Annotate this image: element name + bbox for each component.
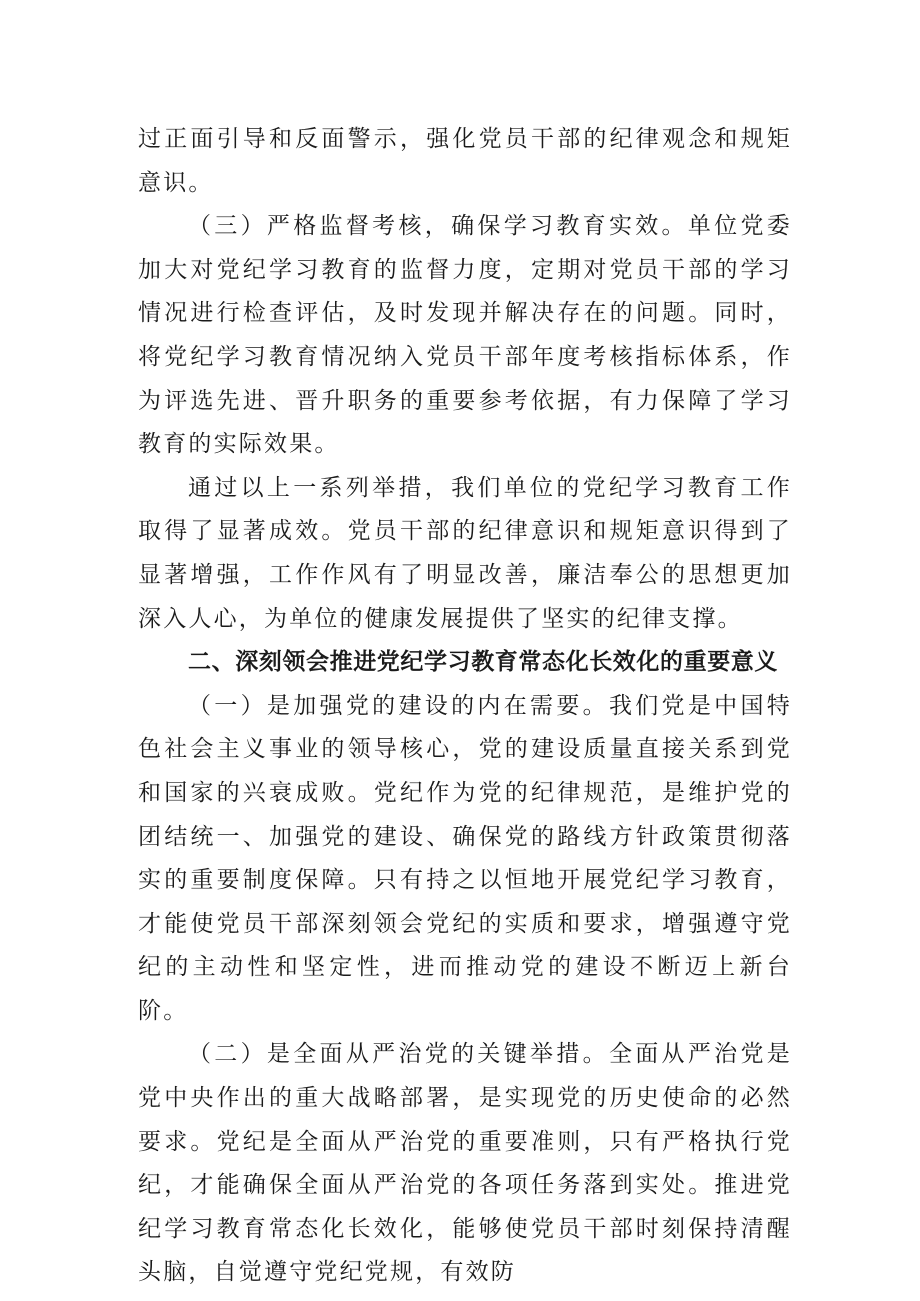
paragraph-results: 通过以上一系列举措，我们单位的党纪学习教育工作取得了显著成效。党员干部的纪律意识和规矩意识得到了显著增强，工作作风有了明显改善，廉洁奉公的思想更加深入人心，为单位的健康发展提供了坚实的纪律支撑。 (138, 474, 792, 632)
section-heading: 二、深刻领会推进党纪学习教育常态化长效化的重要意义 (188, 649, 778, 676)
paragraph-continuation: 过正面引导和反面警示，强化党员干部的纪律观念和规矩意识。 (138, 126, 792, 196)
paragraph-strict-governance: （二）是全面从严治党的关键举措。全面从严治党是党中央作出的重大战略部署，是实现党的历史使命的必然要求。党纪是全面从严治党的重要准则，只有严格执行党纪，才能确保全面从严治党的各项任务落到实处。推进党纪学习教育常态化长效化，能够使党员干部时刻保持清醒头脑，自觉遵守党纪党规，有效防 (138, 1041, 792, 1286)
paragraph-supervision: （三）严格监督考核，确保学习教育实效。单位党委加大对党纪学习教育的监督力度，定期对党员干部的学习情况进行检查评估，及时发现并解决存在的问题。同时，将党纪学习教育情况纳入党员干部年度考核指标体系，作为评选先进、晋升职务的重要参考依据，有力保障了学习教育的实际效果。 (138, 213, 792, 458)
document-body (138, 118, 792, 1295)
paragraph-party-building: （一）是加强党的建设的内在需要。我们党是中国特色社会主义事业的领导核心，党的建设质量直接关系到党和国家的兴衰成败。党纪作为党的纪律规范，是维护党的团结统一、加强党的建设、确保党的路线方针政策贯彻落实的重要制度保障。只有持之以恒地开展党纪学习教育，才能使党员干部深刻领会党纪的实质和要求，增强遵守党纪的主动性和坚定性，进而推动党的建设不断迈上新台阶。 (138, 692, 792, 1024)
